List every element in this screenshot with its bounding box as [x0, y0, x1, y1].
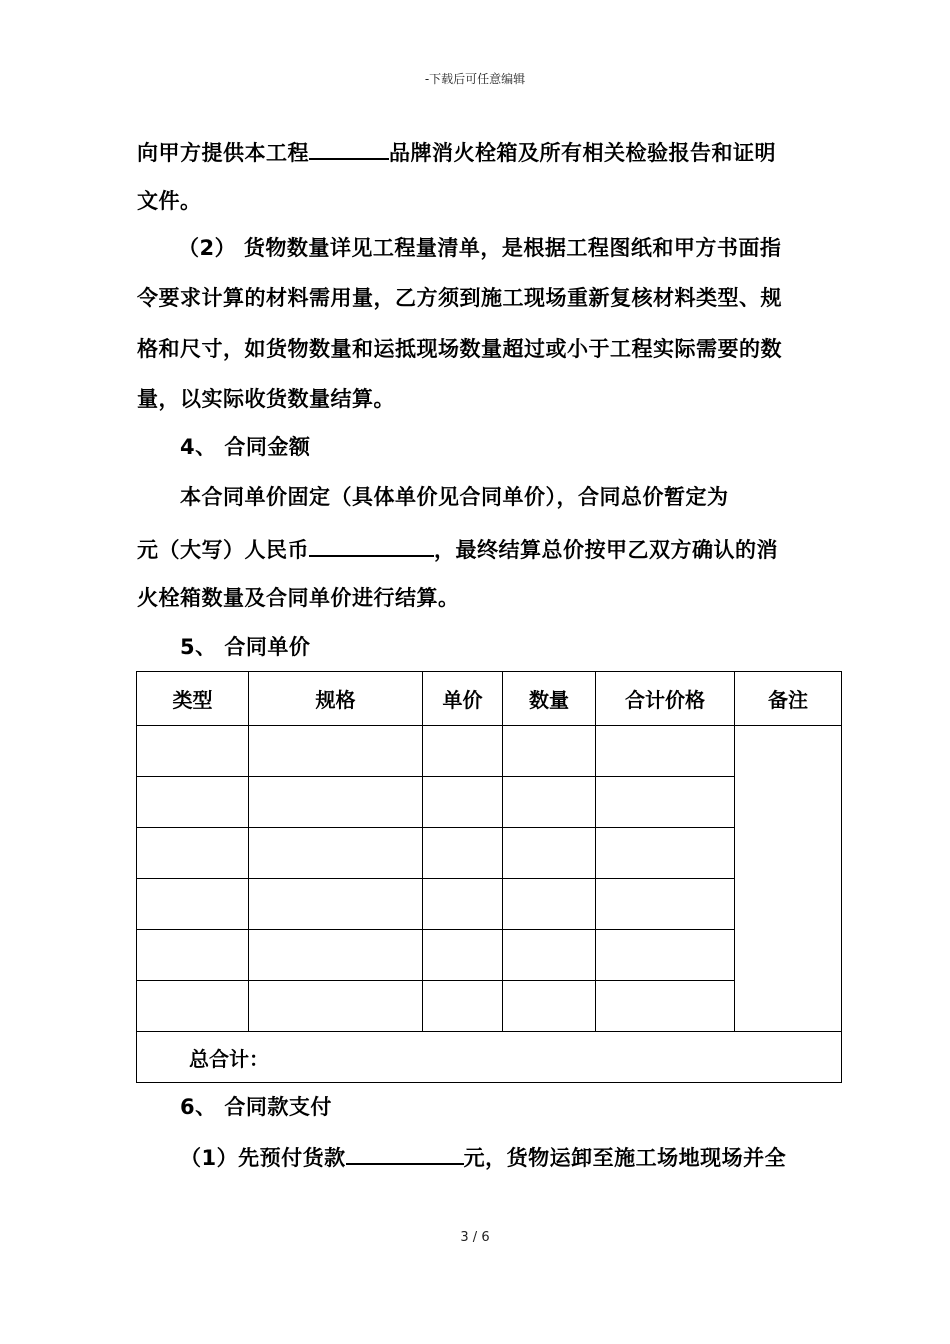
table-cell: [423, 726, 503, 777]
table-cell: [137, 828, 249, 879]
table-cell: [596, 930, 735, 981]
column-header-type: 类型: [137, 672, 249, 726]
table-cell: [423, 777, 503, 828]
section-heading-unit-price: 5、 合同单价: [180, 635, 311, 659]
fill-blank-rmb-amount: [309, 533, 434, 557]
unit-price-table: [136, 671, 842, 1083]
table-cell: [137, 981, 249, 1032]
column-header-total-price: 合计价格: [596, 672, 735, 726]
text-segment: 品牌消火栓箱及所有相关检验报告和证明: [389, 141, 776, 165]
column-header-unit-price: 单价: [423, 672, 503, 726]
text-segment: ，最终结算总价按甲乙双方确认的消: [434, 538, 778, 562]
section-heading-contract-amount: 4、 合同金额: [180, 435, 311, 459]
paragraph-line: 令要求计算的材料需用量，乙方须到施工现场重新复核材料类型、规: [137, 286, 782, 310]
page-number: 3 / 6: [460, 1230, 490, 1245]
table-cell: [596, 726, 735, 777]
table-cell: [249, 981, 423, 1032]
paragraph-line: 本合同单价固定（具体单价见合同单价），合同总价暂定为: [180, 485, 729, 509]
table-cell: [137, 930, 249, 981]
table-row: [137, 726, 842, 777]
remarks-merged-cell: [735, 726, 842, 1032]
column-header-quantity: 数量: [503, 672, 596, 726]
table-cell: [137, 879, 249, 930]
table-cell: [249, 930, 423, 981]
paragraph-line: 文件。: [137, 189, 202, 213]
table-cell: [503, 930, 596, 981]
text-segment: 向甲方提供本工程: [137, 141, 309, 165]
text-segment: 元，货物运卸至施工场地现场并全: [463, 1146, 787, 1170]
paragraph-line: [137, 533, 778, 565]
table-cell: [137, 726, 249, 777]
table-cell: [137, 777, 249, 828]
fill-blank-brand: [309, 136, 389, 160]
page-header: -下载后可任意编辑: [424, 72, 526, 86]
table-cell: [596, 981, 735, 1032]
table-cell: [503, 879, 596, 930]
paragraph-line: （2） 货物数量详见工程量清单，是根据工程图纸和甲方书面指: [178, 236, 782, 260]
column-header-remarks: 备注: [735, 672, 842, 726]
table-cell: [423, 930, 503, 981]
table-cell: [249, 726, 423, 777]
table-cell: [503, 828, 596, 879]
paragraph-line: 火栓箱数量及合同单价进行结算。: [137, 586, 460, 610]
section-heading-payment: 6、 合同款支付: [180, 1095, 332, 1119]
table-total-row: [137, 1032, 842, 1083]
table-cell: [249, 879, 423, 930]
paragraph-line: [137, 136, 776, 168]
grand-total-label: 总合计：: [137, 1032, 842, 1083]
table-cell: [503, 981, 596, 1032]
paragraph-line: 量，以实际收货数量结算。: [137, 387, 395, 411]
column-header-spec: 规格: [249, 672, 423, 726]
paragraph-line: [180, 1141, 786, 1173]
table-cell: [596, 828, 735, 879]
paragraph-line: 格和尺寸，如货物数量和运抵现场数量超过或小于工程实际需要的数: [137, 337, 782, 361]
fill-blank-advance-payment: [346, 1141, 464, 1165]
table-cell: [249, 828, 423, 879]
text-segment: （1）先预付货款: [180, 1146, 346, 1170]
table-cell: [423, 981, 503, 1032]
text-segment: 元（大写）人民币: [137, 538, 309, 562]
table-header-row: [137, 672, 842, 726]
table-cell: [423, 879, 503, 930]
table-cell: [423, 828, 503, 879]
table-cell: [503, 777, 596, 828]
table-cell: [249, 777, 423, 828]
table-cell: [596, 777, 735, 828]
table-cell: [596, 879, 735, 930]
table-cell: [503, 726, 596, 777]
